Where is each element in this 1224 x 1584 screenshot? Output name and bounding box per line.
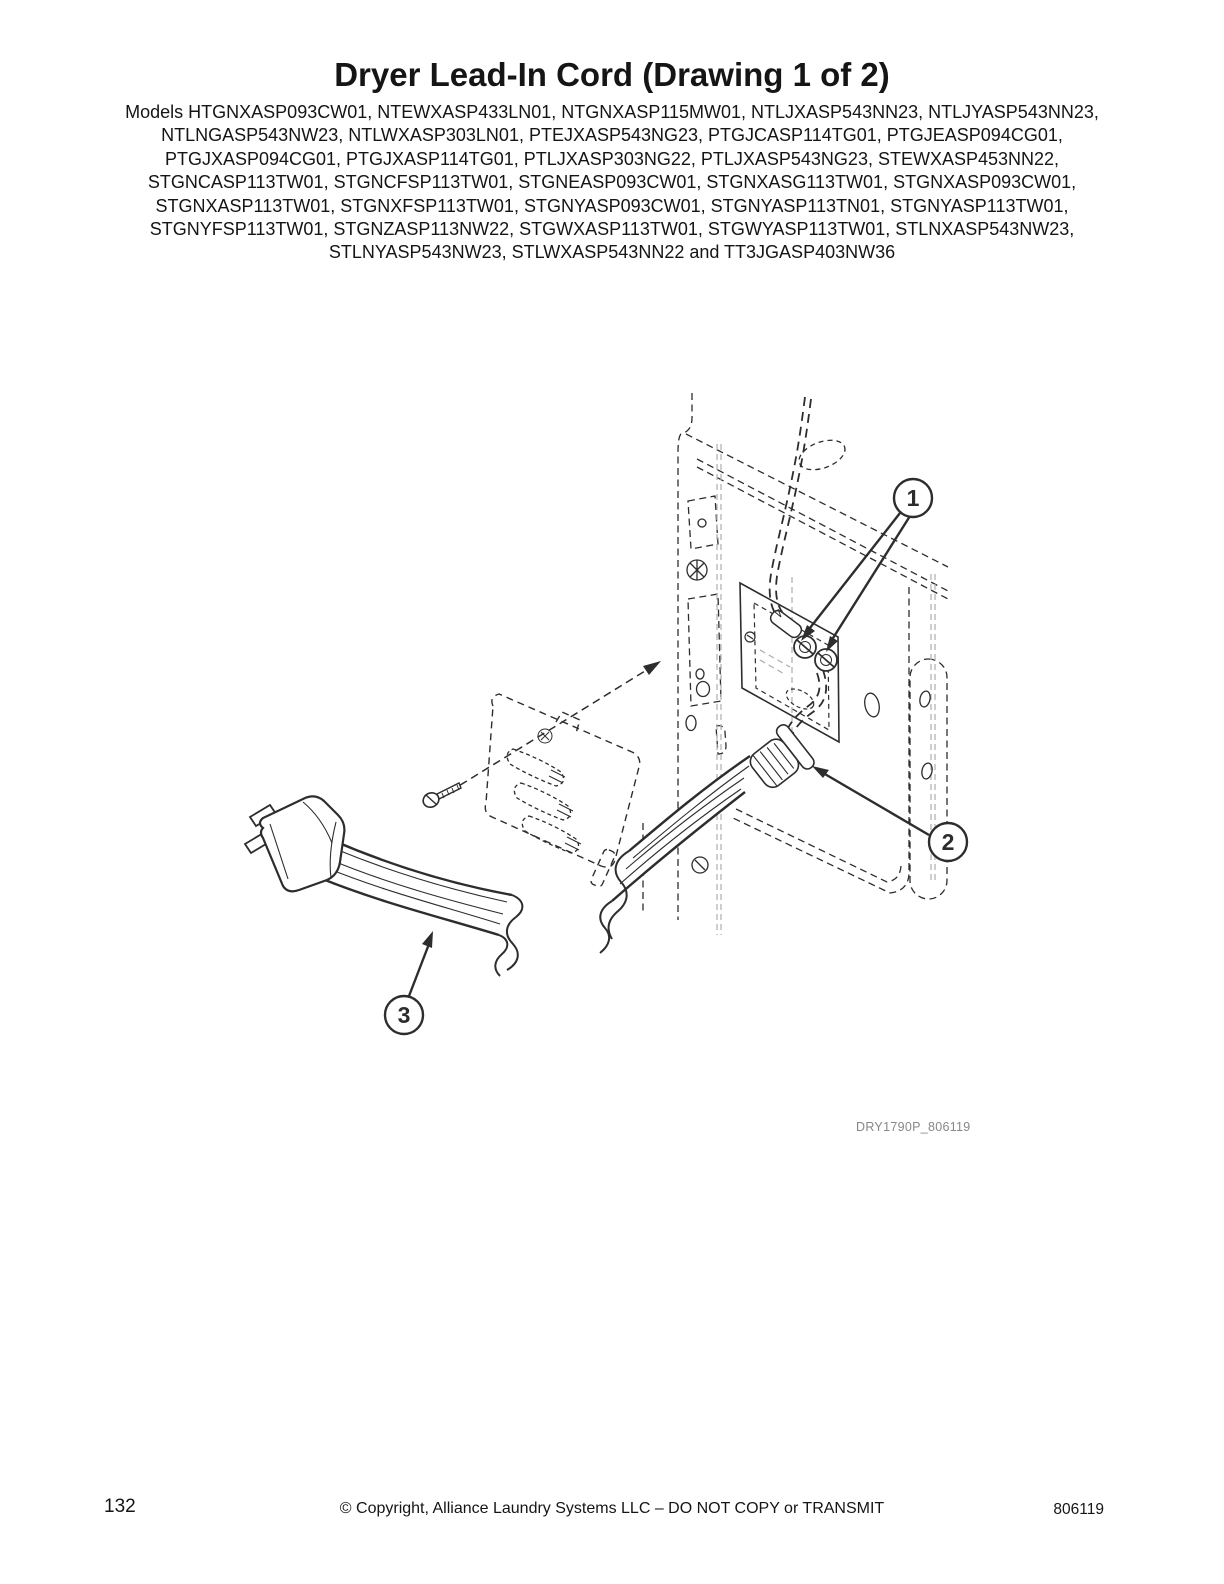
model-list [0,101,1224,265]
model-line: STGNYFSP113TW01, STGNZASP113NW22, STGWXASP113TW01, STGWYASP113TW01, STLNXASP543NW23, [149,219,1075,240]
terminal-block-opening [740,435,849,742]
copyright-notice: © Copyright, Alliance Laundry Systems LLC – DO NOT COPY or TRANSMIT [339,1500,885,1517]
model-line: NTLNGASP543NW23, NTLWXASP303LN01, PTEJXASP543NG23, PTGJCASP114TG01, PTGJEASP094CG01, [161,125,1063,146]
strain-relief-bushing [743,722,817,796]
callout-2 [812,766,967,861]
callout-1-number: 1 [906,485,920,511]
callout-3-number: 3 [397,1002,411,1028]
model-line: PTGJXASP094CG01, PTGJXASP114TG01, PTLJXASP303NG22, PTLJXASP543NG23, STEWXASP453NN22, [164,148,1060,169]
document-number: 806119 [1053,1501,1104,1518]
power-plug [245,796,344,891]
model-line: Models HTGNXASP093CW01, NTEWXASP433LN01, NTGNXASP115MW01, NTLJXASP543NN23, NTLJYASP543NN23, [125,102,1099,122]
mounting-screw [421,783,461,810]
power-cord-right-segment [600,756,750,953]
model-line: STGNXASP113TW01, STGNXFSP113TW01, STGNYASP093CW01, STGNYASP113TN01, STGNYASP113TW01, [155,195,1069,216]
strain-relief-plate [485,694,639,888]
exploded-view-diagram [228,388,972,1040]
callout-1 [801,479,932,652]
model-line: STLNYASP543NW23, STLWXASP543NN22 and TT3JGASP403NW36 [328,242,896,263]
power-cord-left-segment [320,840,522,976]
dryer-rear-panel [643,393,948,920]
model-line: STGNCASP113TW01, STGNCFSP113TW01, STGNEASP093CW01, STGNXASG113TW01, STGNXASP093CW01, [147,172,1077,193]
drawing-reference: DRY1790P_806119 [856,1120,971,1134]
page-title: Dryer Lead-In Cord (Drawing 1 of 2) [334,56,890,93]
page-number: 132 [104,1496,136,1517]
ground-wire [770,397,827,743]
callout-3 [385,931,433,1034]
callout-2-number: 2 [941,829,955,855]
